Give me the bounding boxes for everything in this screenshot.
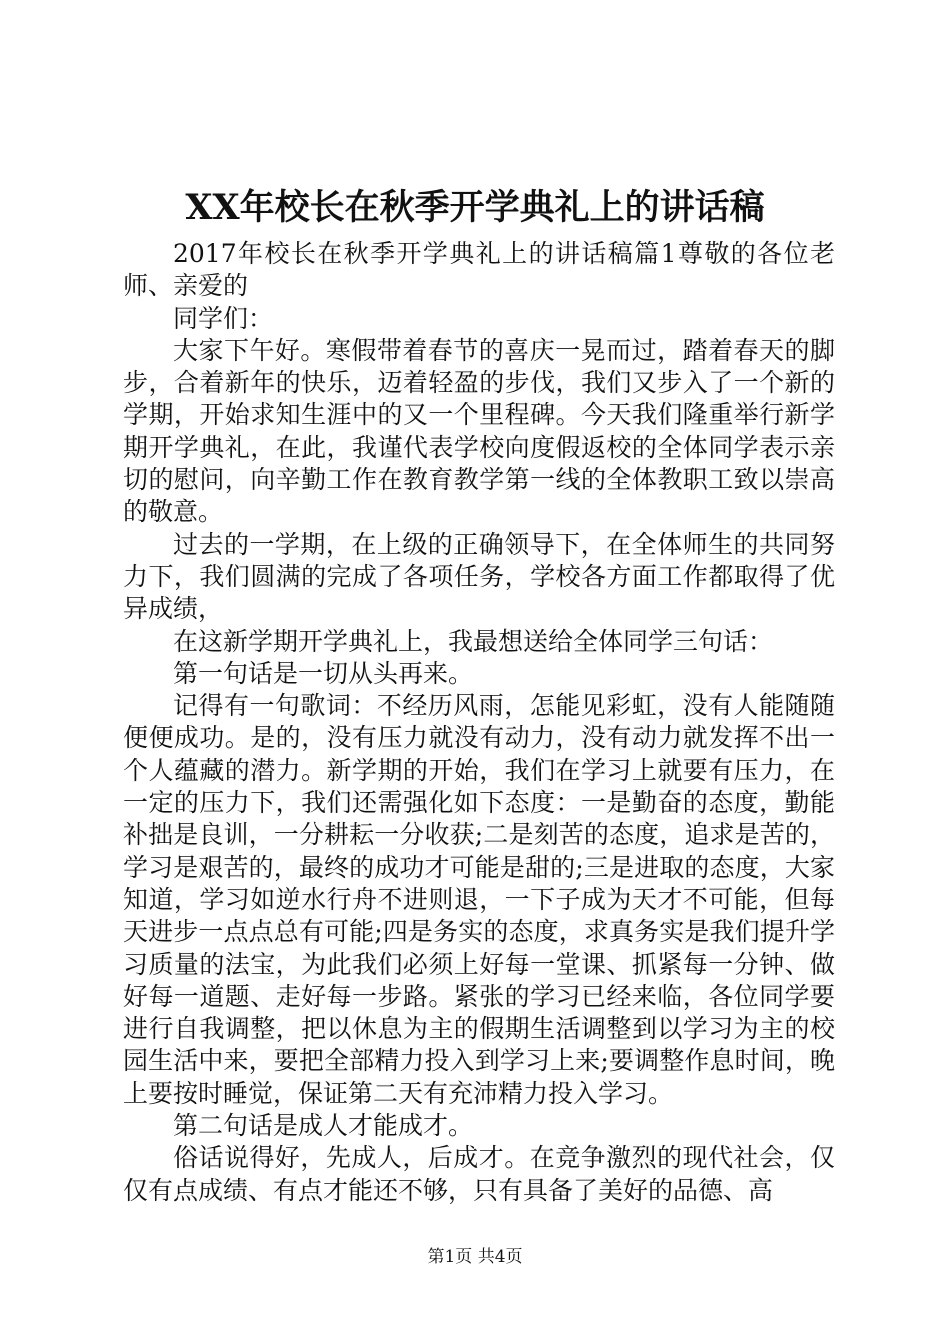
paragraph: 俗话说得好，先成人，后成才。在竞争激烈的现代社会，仅仅有点成绩、有点才能还不够，只有具备了美好的品德、高: [123, 1143, 835, 1205]
paragraph: 过去的一学期，在上级的正确领导下，在全体师生的共同努力下，我们圆满的完成了各项任务，学校各方面工作都取得了优异成绩，: [123, 529, 835, 624]
paragraph: 2017年校长在秋季开学典礼上的讲话稿篇1尊敬的各位老师、亲爱的: [123, 239, 835, 301]
paragraph: 记得有一句歌词：不经历风雨，怎能见彩虹，没有人能随随便便成功。是的，没有压力就没有动力，没有动力就发挥不出一个人蕴藏的潜力。新学期的开始，我们在学习上就要有压力，在一定的压力下，我们还需强化如下态度：一是勤奋的态度，勤能补拙是良训，一分耕耘一分收获;二是刻苦的态度，追求是苦的，学习是艰苦的，最终的成功才可能是甜的;三是进取的态度，大家知道，学习如逆水行舟不进则退，一下子成为天才不可能，但每天进步一点点总有可能;四是务实的态度，求真务实是我们提升学习质量的法宝，为此我们必须上好每一堂课、抓紧每一分钟、做好每一道题、走好每一步路。紧张的学习已经来临，各位同学要进行自我调整，把以休息为主的假期生活调整到以学习为主的校园生活中来，要把全部精力投入到学习上来;要调整作息时间，晚上要按时睡觉，保证第二天有充沛精力投入学习。: [123, 691, 835, 1108]
page-footer: 第1页 共4页: [427, 1247, 523, 1267]
document-body: [123, 238, 835, 1207]
paragraph: 大家下午好。寒假带着春节的喜庆一晃而过，踏着春天的脚步，合着新年的快乐，迈着轻盈的步伐，我们又步入了一个新的学期，开始求知生涯中的又一个里程碑。今天我们隆重举行新学期开学典礼，在此，我谨代表学校向度假返校的全体同学表示亲切的慰问，向辛勤工作在教育教学第一线的全体教职工致以崇高的敬意。: [123, 335, 835, 527]
document-title: XX年校长在秋季开学典礼上的讲话稿: [185, 187, 765, 228]
paragraph: 第二句话是成人才能成才。: [173, 1111, 474, 1141]
paragraph: 第一句话是一切从头再来。: [173, 658, 474, 688]
paragraph: 同学们：: [173, 303, 274, 333]
paragraph: 在这新学期开学典礼上，我最想送给全体同学三句话：: [173, 626, 774, 656]
